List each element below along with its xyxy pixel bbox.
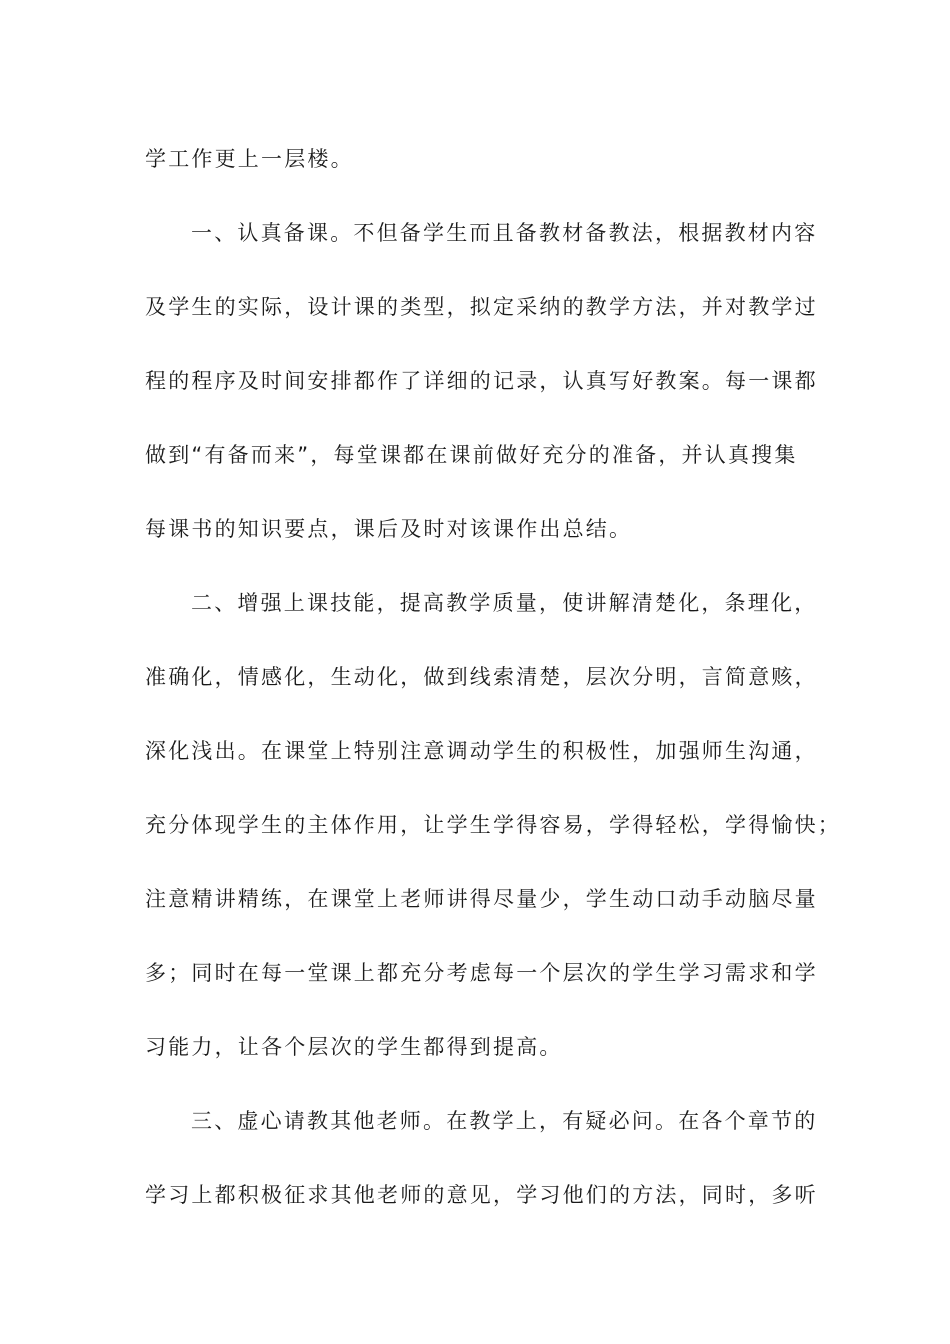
text-line-1: 学工作更上一层楼。 [145, 147, 354, 171]
text-line-3: 及学生的实际，设计课的类型，拟定采纳的教学方法，并对教学过 [145, 295, 818, 319]
text-line-6: 每课书的知识要点，课后及时对该课作出总结。 [145, 517, 633, 541]
text-line-15: 学习上都积极征求其他老师的意见，学习他们的方法，同时，多听 [145, 1183, 818, 1207]
text-line-13: 习能力，让各个层次的学生都得到提高。 [145, 1035, 563, 1059]
text-line-7-section-two-heading: 二、增强上课技能，提高教学质量，使讲解清楚化，条理化， [191, 591, 818, 615]
text-line-12: 多；同时在每一堂课上都充分考虑每一个层次的学生学习需求和学 [145, 961, 818, 985]
text-line-8: 准确化，情感化，生动化，做到线索清楚，层次分明，言简意赅， [145, 665, 818, 689]
text-line-11: 注意精讲精练，在课堂上老师讲得尽量少，学生动口动手动脑尽量 [145, 887, 818, 911]
text-line-4: 程的程序及时间安排都作了详细的记录，认真写好教案。每一课都 [145, 369, 818, 393]
document-body [145, 122, 841, 1232]
text-line-5: 做到“有备而来”，每堂课都在课前做好充分的准备，并认真搜集 [145, 443, 798, 467]
text-line-2-section-one-heading: 一、认真备课。不但备学生而且备教材备教法，根据教材内容 [191, 221, 818, 245]
text-line-10: 充分体现学生的主体作用，让学生学得容易，学得轻松，学得愉快； [145, 813, 841, 837]
text-line-14-section-three-heading: 三、虚心请教其他老师。在教学上，有疑必问。在各个章节的 [191, 1109, 818, 1133]
text-line-9: 深化浅出。在课堂上特别注意调动学生的积极性，加强师生沟通， [145, 739, 818, 763]
